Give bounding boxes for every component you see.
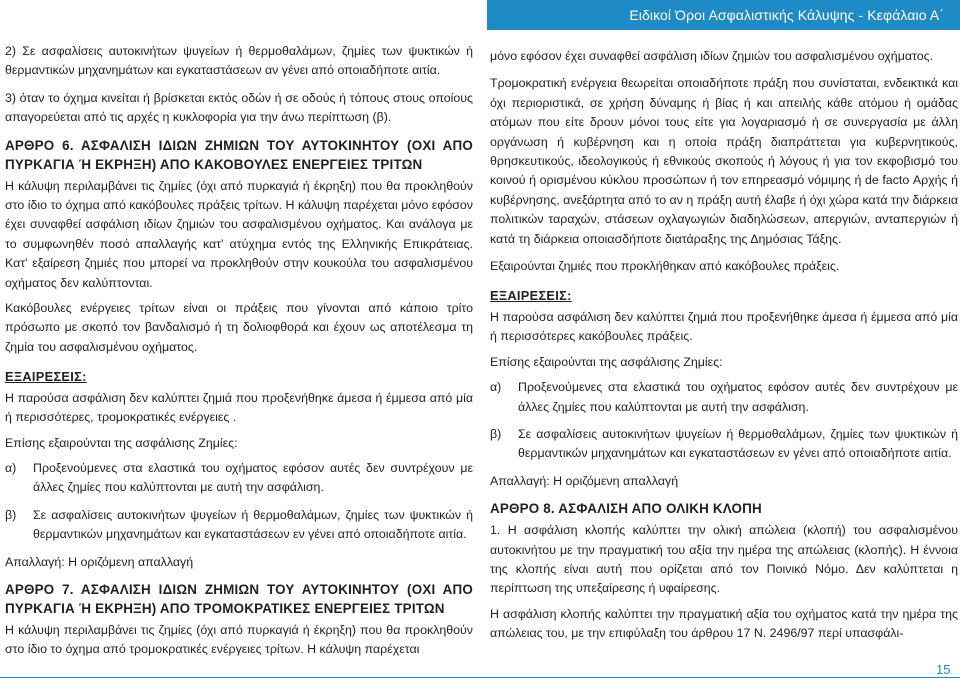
paragraph: Κακόβουλες ενέργειες τρίτων είναι οι πράξεις που γίνονται από κάποιο τρίτο πρόσωπο με σκοπό τον βανδαλισμό ή τη δολιοφθορά και έχουν ως αποτέλεσμα τη ζημία του ασφαλισμένου οχήματος. [5, 301, 473, 354]
exceptions-label: ΕΞΑΙΡΕΣΕΙΣ: [490, 288, 572, 304]
chapter-header [487, 0, 960, 30]
chapter-title: Ειδικοί Όροι Ασφαλιστικής Κάλυψης - Κεφάλαιο Α΄ [629, 7, 944, 23]
list-marker: β) [490, 426, 502, 441]
list-marker: α) [490, 380, 502, 395]
paragraph: Επίσης εξαιρούνται της ασφάλισης Ζημίες: [5, 435, 238, 450]
paragraph: Εξαιρούνται ζημιές που προκλήθηκαν από κακόβουλες πράξεις. [490, 259, 840, 274]
article-7-heading: ΑΡΘΡΟ 7. ΑΣΦΑΛΙΣΗ ΙΔΙΩΝ ΖΗΜΙΩΝ ΤΟΥ ΑΥΤΟΚΙΝΗΤΟΥ (ΟΧΙ ΑΠΟ ΠΥΡΚΑΓΙΑ Ή ΕΚΡΗΞΗ) ΑΠΟ ΤΡΟΜΟΚΡΑΤΙΚΕΣ ΕΝΕΡΓΕΙΕΣ ΤΡΙΤΩΝ [5, 581, 473, 616]
article-8-heading: ΑΡΘΡΟ 8. ΑΣΦΑΛΙΣΗ ΑΠΟ ΟΛΙΚΗ ΚΛΟΠΗ [490, 501, 762, 517]
page-number: 15 [936, 662, 951, 677]
footer-rule [0, 677, 960, 678]
paragraph: Η παρούσα ασφάλιση δεν καλύπτει ζημιά που προξενήθηκε άμεσα ή έμμεσα από μία ή περισσότερες κακόβουλες πράξεις. [490, 309, 958, 344]
list-item [5, 506, 473, 545]
list-item-text: Προξενούμενες στα ελαστικά του οχήματος εφόσον αυτές δεν συντρέχουν με άλλες ζημίες που καλύπτονται με αυτή την ασφάλιση. [518, 380, 958, 414]
paragraph: Η κάλυψη περιλαμβάνει τις ζημίες (όχι από πυρκαγιά ή έκρηξη) που θα προκληθούν στο ίδιο το όχημα από τρομοκρατικές ενέργειες τρίτων. Η κάλυψη παρέχεται [5, 622, 473, 657]
list-marker: α) [5, 460, 17, 475]
left-column [5, 42, 473, 668]
deductible-text: Απαλλαγή: Η οριζόμενη απαλλαγή [5, 554, 194, 569]
paragraph: Επίσης εξαιρούνται της ασφάλισης Ζημίες: [490, 354, 723, 369]
list-item [490, 425, 958, 464]
paragraph: 2) Σε ασφαλίσεις αυτοκινήτων ψυγείων ή θερμοθαλάμων, ζημίες των ψυκτικών ή θερμαντικών μηχανημάτων και εγκαταστάσεων αν γένει από οποιαδήποτε αιτία. [5, 44, 473, 78]
paragraph: Η ασφάλιση κλοπής καλύπτει την πραγματική αξία του οχήματος κατά την ημέρα της απώλειας του, με την επιφύλαξη του άρθρου 17 Ν. 2496/97 περί υπασφάλι- [490, 606, 958, 641]
paragraph: μόνο εφόσον έχει συναφθεί ασφάλιση ιδίων ζημιών του ασφαλισμένου οχήματος. [490, 49, 934, 63]
article-6-heading: ΑΡΘΡΟ 6. ΑΣΦΑΛΙΣΗ ΙΔΙΩΝ ΖΗΜΙΩΝ ΤΟΥ ΑΥΤΟΚΙΝΗΤΟΥ (ΟΧΙ ΑΠΟ ΠΥΡΚΑΓΙΑ Ή ΕΚΡΗΞΗ) ΑΠΟ ΚΑΚΟΒΟΥΛΕΣ ΕΝΕΡΓΕΙΕΣ ΤΡΙΤΩΝ [5, 137, 473, 172]
paragraph: 3) όταν το όχημα κινείται ή βρίσκεται εκτός οδών ή σε οδούς ή τόπους στους οποίους απαγορεύεται από τις αρχές η κυκλοφορία για την άνω περίπτωση (β). [5, 90, 473, 125]
paragraph: 1. Η ασφάλιση κλοπής καλύπτει την ολική απώλεια (κλοπή) του ασφαλισμένου αυτοκινήτου με την πραγματική του αξία την ημέρα της απώλειας (κλοπής). Η έννοια της κλοπής είναι αυτή που ορίζεται από τον Ποινικό Νόμο. Δεν καλύπτεται η περίπτωση της υπεξαίρεσης ή υφαίρεσης. [490, 523, 958, 596]
right-column [490, 47, 958, 652]
exceptions-label: ΕΞΑΙΡΕΣΕΙΣ: [5, 369, 87, 385]
list-item-text: Σε ασφαλίσεις αυτοκινήτων ψυγείων ή θερμοθαλάμων, ζημίες των ψυκτικών ή θερμαντικών μηχανημάτων και εγκαταστάσεων εν γένει από οποιαδήποτε αιτία. [33, 507, 473, 542]
deductible-text: Απαλλαγή: Η οριζόμενη απαλλαγή [490, 473, 679, 488]
list-item-text: Σε ασφαλίσεις αυτοκινήτων ψυγείων ή θερμοθαλάμων, ζημίες των ψυκτικών ή θερμαντικών μηχανημάτων και εγκαταστάσεων εν γένει από οποιαδήποτε αιτία. [518, 426, 958, 461]
paragraph: Η παρούσα ασφάλιση δεν καλύπτει ζημιά που προξενήθηκε άμεσα ή έμμεσα από μία ή περισσότερες, τρομοκρατικές ενέργειες . [5, 390, 473, 425]
paragraph: Τρομοκρατική ενέργεια θεωρείται οποιαδήποτε πράξη που συνίσταται, ενδεικτικά και όχι περιοριστικά, σε χρήση δύναμης ή βίας ή και απειλής κάθε ατόμου ή ομάδας ατόμων που είτε δρουν μόνοι τους είτε για λογαριασμό ή σε συνεργασία με άλλη οργάνωση ή κυβέρνηση και η οποία πράξη διαπράττεται για κυβερνητικούς, θρησκευτικούς, ιδεολογικούς ή εθνικούς σκοπούς ή λόγους ή για τον εκφοβισμό του κοινού ή ορισμένου κύκλου προσώπων ή τον επηρεασμό νόμιμης ή de facto Αρχής ή κυβέρνησης, ανεξάρτητα από το αν η πράξη αυτή έλαβε ή όχι χώρα κατά την διάρκεια πολιτικών ταραχών, στάσεων οχλαγωγιών διαδηλώσεων, απεργιών, ανταπεργιών ή κατά τη διάρκεια οποιασδήποτε διατάραξης της Δημόσιας Τάξης. [490, 76, 958, 246]
paragraph: Η κάλυψη περιλαμβάνει τις ζημίες (όχι από πυρκαγιά ή έκρηξη) που θα προκληθούν στο ίδιο το όχημα από κακόβουλες πράξεις τρίτων. Η κάλυψη παρέχεται μόνο εφόσον έχει συναφθεί ασφάλιση ιδίων ζημιών του ασφαλισμένου οχήματος. Και ανάλογα με το συμφωνηθέν ποσό απαλλαγής κατ' ατύχημα εντός της Ελληνικής Επικράτειας. Κατ' εξαίρεση ζημιές που μπορεί να προκληθούν στην κουκούλα του ασφαλισμένου οχήματος δεν καλύπτονται. [5, 178, 473, 290]
list-item [5, 459, 473, 498]
list-item-text: Προξενούμενες στα ελαστικά του οχήματος εφόσον αυτές δεν συντρέχουν με άλλες ζημίες που καλύπτονται με αυτή την ασφάλιση. [33, 460, 473, 495]
list-item [490, 378, 958, 417]
list-marker: β) [5, 507, 17, 522]
